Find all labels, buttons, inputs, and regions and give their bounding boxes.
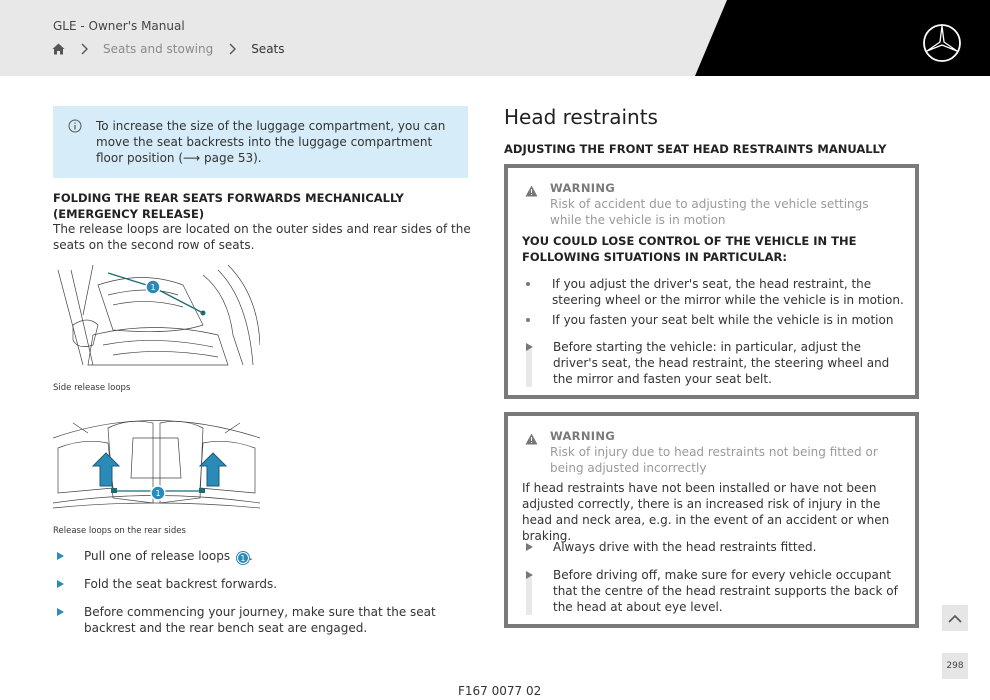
list-item: Pull one of release loops 1 . xyxy=(53,548,473,564)
info-icon xyxy=(68,119,82,133)
side-release-loops-illustration xyxy=(53,265,260,373)
home-icon[interactable] xyxy=(52,43,65,55)
info-text: To increase the size of the luggage compartment, you can move the seat backrests into the luggage compartment floor position (⟶ page 53). xyxy=(96,119,446,165)
list-item: Fold the seat backrest forwards. xyxy=(53,576,473,592)
action-bar xyxy=(526,577,532,615)
chevron-right-icon xyxy=(227,43,237,55)
footer-code: F167 0077 02 xyxy=(458,684,542,698)
play-arrow-icon xyxy=(526,343,533,351)
scroll-to-top-button[interactable] xyxy=(942,605,968,631)
rear-release-loops-illustration xyxy=(53,408,260,516)
list-item: If you adjust the driver's seat, the head restraint, the steering wheel or the mirror while the vehicle is in motion. xyxy=(522,276,907,308)
play-arrow-icon xyxy=(57,552,64,560)
action-bar xyxy=(526,349,532,387)
warning-subtitle: Risk of accident due to adjusting the vehicle settings while the vehicle is in motion xyxy=(550,197,869,227)
warning-box xyxy=(504,164,919,399)
chevron-up-icon xyxy=(948,614,962,623)
folding-steps xyxy=(53,548,473,648)
warning-caps-text: YOU COULD LOSE CONTROL OF THE VEHICLE IN THE FOLLOWING SITUATIONS IN PARTICULAR: xyxy=(522,234,857,264)
action-item: Before driving off, make sure for every vehicle occupant that the centre of the head restraint supports the back of the head at about eye level. xyxy=(522,567,907,615)
breadcrumb xyxy=(52,42,285,56)
manual-title: GLE - Owner's Manual xyxy=(53,19,185,33)
folding-heading: FOLDING THE REAR SEATS FORWARDS MECHANICALLY (EMERGENCY RELEASE) xyxy=(53,191,404,221)
three-pointed-star-icon[interactable] xyxy=(922,23,962,63)
illustration-caption: Side release loops xyxy=(53,383,131,393)
info-box xyxy=(53,106,468,178)
warning-box xyxy=(504,412,919,628)
warning-triangle-icon xyxy=(525,433,538,445)
svg-text:1: 1 xyxy=(150,283,156,292)
breadcrumb-link-seats-and-stowing[interactable]: Seats and stowing xyxy=(103,42,214,56)
warning-label: WARNING xyxy=(550,181,615,195)
warning-label: WARNING xyxy=(550,429,615,443)
list-item: If you fasten your seat belt while the vehicle is in motion xyxy=(522,312,907,328)
bullet-dot xyxy=(526,282,530,286)
callout-badge: 1 xyxy=(237,552,249,564)
bullet-dot xyxy=(526,318,530,322)
breadcrumb-current: Seats xyxy=(251,42,285,56)
chevron-right-icon xyxy=(79,43,89,55)
illustration-caption: Release loops on the rear sides xyxy=(53,526,186,536)
section-title: Head restraints xyxy=(504,105,658,129)
action-item: Always drive with the head restraints fitted. xyxy=(522,539,907,557)
warning-subtitle: Risk of injury due to head restraints not being fitted or being adjusted incorrectly xyxy=(550,445,878,475)
warning-text: If head restraints have not been installed or have not been adjusted correctly, there is an increased risk of injury in the head and neck area, e.g. in the event of an accident or when braking. xyxy=(522,481,890,543)
svg-text:1: 1 xyxy=(155,489,161,498)
play-arrow-icon xyxy=(526,543,533,551)
folding-body: The release loops are located on the outer sides and rear sides of the seats on the second row of seats. xyxy=(53,222,471,252)
play-arrow-icon xyxy=(57,608,64,616)
action-item: Before starting the vehicle: in particular, adjust the driver's seat, the head restraint, the steering wheel and the mirror and fasten your seat belt. xyxy=(522,339,907,387)
list-item: Before commencing your journey, make sure that the seat backrest and the rear bench seat are engaged. xyxy=(53,604,473,636)
play-arrow-icon xyxy=(57,580,64,588)
section-subheading: ADJUSTING THE FRONT SEAT HEAD RESTRAINTS MANUALLY xyxy=(504,142,887,156)
warning-triangle-icon xyxy=(525,185,538,197)
play-arrow-icon xyxy=(526,571,533,579)
page-number: 298 xyxy=(942,653,968,679)
